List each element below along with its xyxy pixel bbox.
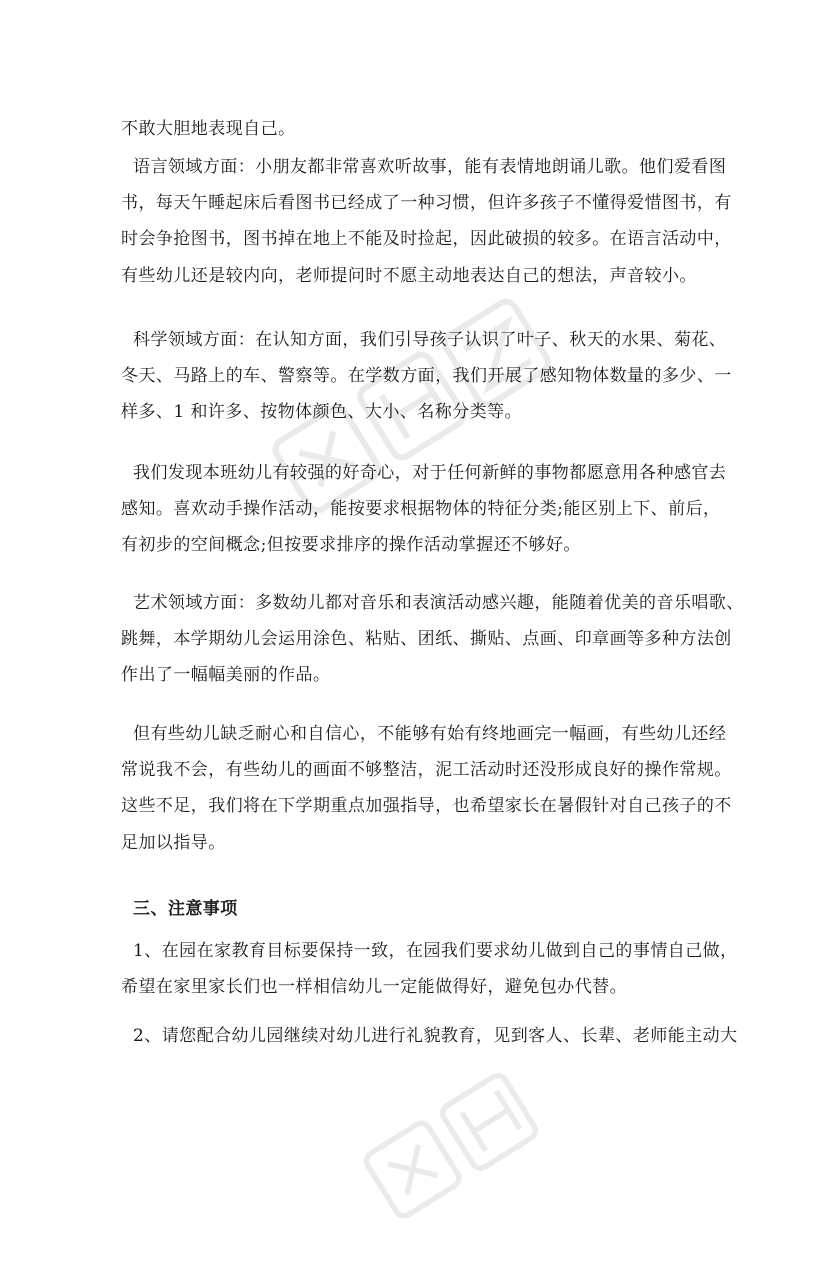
text-line: 冬天、马路上的车、警察等。在学数方面，我们开展了感知物体数量的多少、一 <box>121 366 732 387</box>
text-line: 跳舞，本学期幼儿会运用涂色、粘贴、团纸、撕贴、点画、印章画等多种方法创 <box>121 629 732 650</box>
heading-text: 三、注意事项 <box>133 899 238 919</box>
text-line: 1、在园在家教育目标要保持一致，在园我们要求幼儿做到自己的事情自己做， <box>133 941 738 961</box>
paragraph-art <box>121 585 744 694</box>
text-line: 希望在家里家长们也一样相信幼儿一定能做得好，避免包办代替。 <box>121 977 628 998</box>
text-line: 这些不足，我们将在下学期重点加强指导，也希望家长在暑假针对自己孩子的不 <box>121 796 732 817</box>
text-line: 书，每天午睡起床后看图书已经成了一种习惯，但许多孩子不懂得爱惜图书，有 <box>121 193 732 214</box>
text-line: 常说我不会，有些幼儿的画面不够整洁，泥工活动时还没形成良好的操作常规。 <box>121 760 732 781</box>
text-line: 不敢大胆地表现自己。 <box>121 119 296 139</box>
note-item <box>121 1018 738 1054</box>
note-item <box>121 933 738 1005</box>
paragraph-shortcomings <box>121 716 732 861</box>
text-line: 2、请您配合幼儿园继续对幼儿进行礼貌教育，见到客人、长辈、老师能主动大 <box>133 1026 738 1046</box>
text-line: 语言领域方面：小朋友都非常喜欢听故事，能有表情地朗诵儿歌。他们爱看图 <box>133 157 727 177</box>
text-line: 我们发现本班幼儿有较强的好奇心，对于任何新鲜的事物都愿意用各种感官去 <box>133 463 727 483</box>
section-heading <box>121 891 721 927</box>
text-line: 但有些幼儿缺乏耐心和自信心，不能够有始有终地画完一幅画，有些幼儿还经 <box>133 724 727 744</box>
paragraph-language <box>121 149 732 294</box>
text-line: 足加以指导。 <box>121 832 226 853</box>
text-line: 艺术领域方面：多数幼儿都对音乐和表演活动感兴趣，能随着优美的音乐唱歌、 <box>133 593 744 613</box>
text-line: 作出了一幅幅美丽的作品。 <box>121 665 331 686</box>
paragraph <box>121 111 721 147</box>
text-line: 科学领域方面：在认知方面，我们引导孩子认识了叶子、秋天的水果、菊花、 <box>133 330 727 350</box>
text-line: 样多、1 和许多、按物体颜色、大小、名称分类等。 <box>121 402 523 423</box>
paragraph-science <box>121 322 732 431</box>
text-line: 有初步的空间概念;但按要求排序的操作活动掌握还不够好。 <box>121 535 581 556</box>
text-line: 时会争抢图书，图书掉在地上不能及时捡起，因此破损的较多。在语言活动中， <box>121 229 732 250</box>
paragraph-curiosity <box>121 455 727 564</box>
text-line: 有些幼儿还是较内向，老师提问时不愿主动地表达自己的想法，声音较小。 <box>121 265 697 286</box>
text-line: 感知。喜欢动手操作活动，能按要求根据物体的特征分类;能区别上下、前后， <box>121 499 721 520</box>
